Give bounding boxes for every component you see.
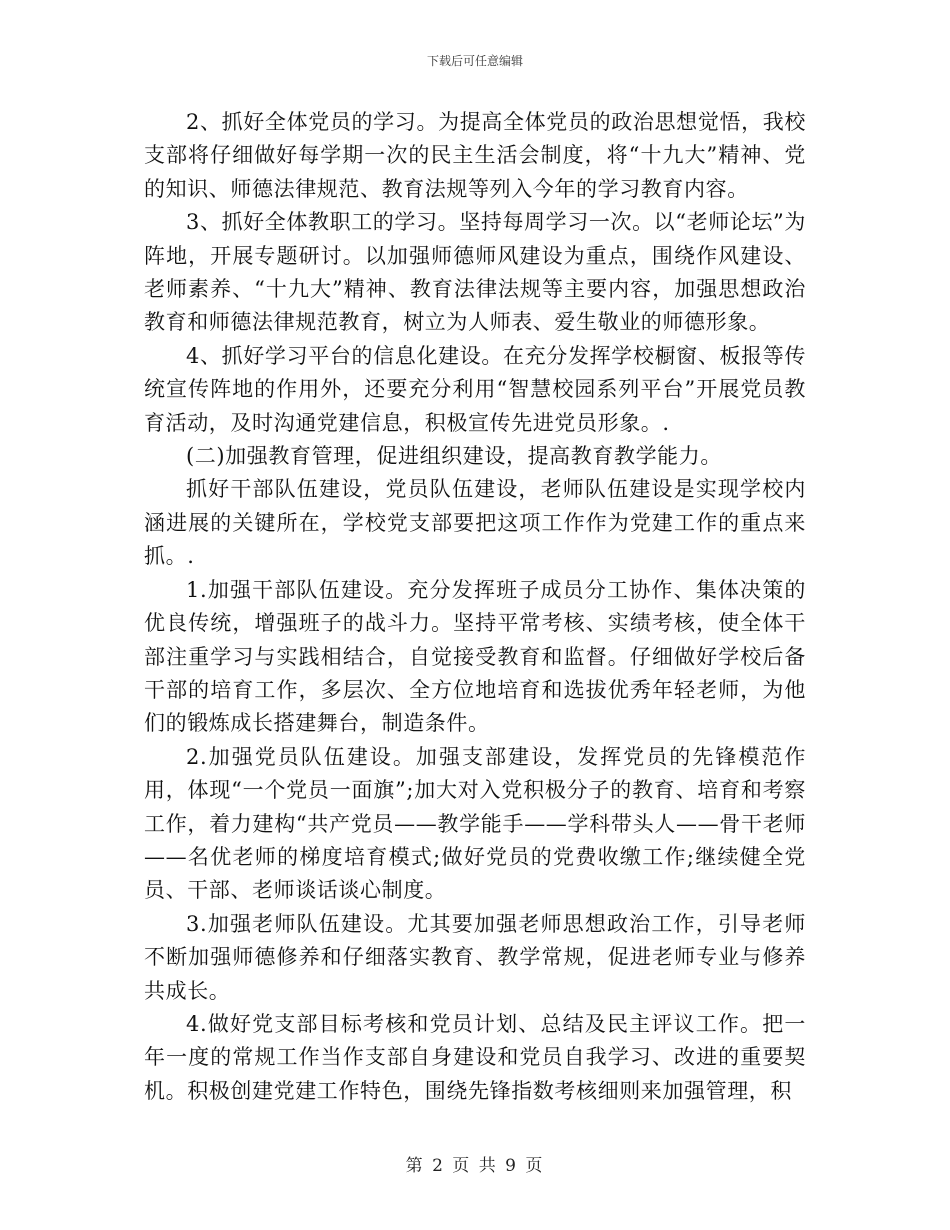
page-number: 第 2 页 共 9 页 [405, 1156, 545, 1176]
paragraph-assessment-work: 4.做好党支部目标考核和党员计划、总结及民主评议工作。把一年一度的常规工作当作支部自身建设和党员自我学习、改进的重要契机。积极创建党建工作特色，围绕先锋指数考核细则来加强管理，积 [144, 1011, 806, 1103]
paragraph-study-party-members: 2、抓好全体党员的学习。为提高全体党员的政治思想觉悟，我校支部将仔细做好每学期一次的民主生活会制度，将“十九大”精神、党的知识、师德法律规范、教育法规等列入今年的学习教育内容。 [144, 110, 806, 201]
paragraph-team-building-intro: 抓好干部队伍建设，党员队伍建设，老师队伍建设是实现学校内涵进展的关键所在，学校党支部要把这项工作作为党建工作的重点来抓。. [144, 477, 806, 569]
document-body [144, 106, 806, 1108]
page-header: 下载后可任意编辑 [426, 54, 523, 68]
paragraph-party-member-team: 2.加强党员队伍建设。加强支部建设，发挥党员的先锋模范作用，体现“一个党员一面旗”;加大对入党积极分子的教育、培育和考察工作，着力建构“共产党员——教学能手——学科带头人——骨干老师——名优老师的梯度培育模式;做好党员的党费收缴工作;继续健全党员、干部、老师谈话谈心制度。 [144, 744, 806, 903]
paragraph-study-staff: 3、抓好全体教职工的学习。坚持每周学习一次。以“老师论坛”为阵地，开展专题研讨。以加强师德师风建设为重点，围绕作风建设、老师素养、“十九大”精神、教育法律法规等主要内容，加强思想政治教育和师德法律规范教育，树立为人师表、爱生敬业的师德形象。 [144, 210, 806, 335]
paragraph-study-platform: 4、抓好学习平台的信息化建设。在充分发挥学校橱窗、板报等传统宣传阵地的作用外，还要充分利用“智慧校园系列平台”开展党员教育活动，及时沟通党建信息，积极宣传先进党员形象。. [144, 343, 806, 435]
section-heading-education-management: (二)加强教育管理，促进组织建设，提高教育教学能力。 [186, 444, 722, 469]
paragraph-cadre-team: 1.加强干部队伍建设。充分发挥班子成员分工协作、集体决策的优良传统，增强班子的战斗力。坚持平常考核、实绩考核，使全体干部注重学习与实践相结合，自觉接受教育和监督。仔细做好学校后备干部的培育工作，多层次、全方位地培育和选拔优秀年轻老师，为他们的锻炼成长搭建舞台，制造条件。 [144, 577, 806, 736]
paragraph-teacher-team: 3.加强老师队伍建设。尤其要加强老师思想政治工作，引导老师不断加强师德修养和仔细落实教育、教学常规，促进老师专业与修养共成长。 [144, 911, 806, 1003]
